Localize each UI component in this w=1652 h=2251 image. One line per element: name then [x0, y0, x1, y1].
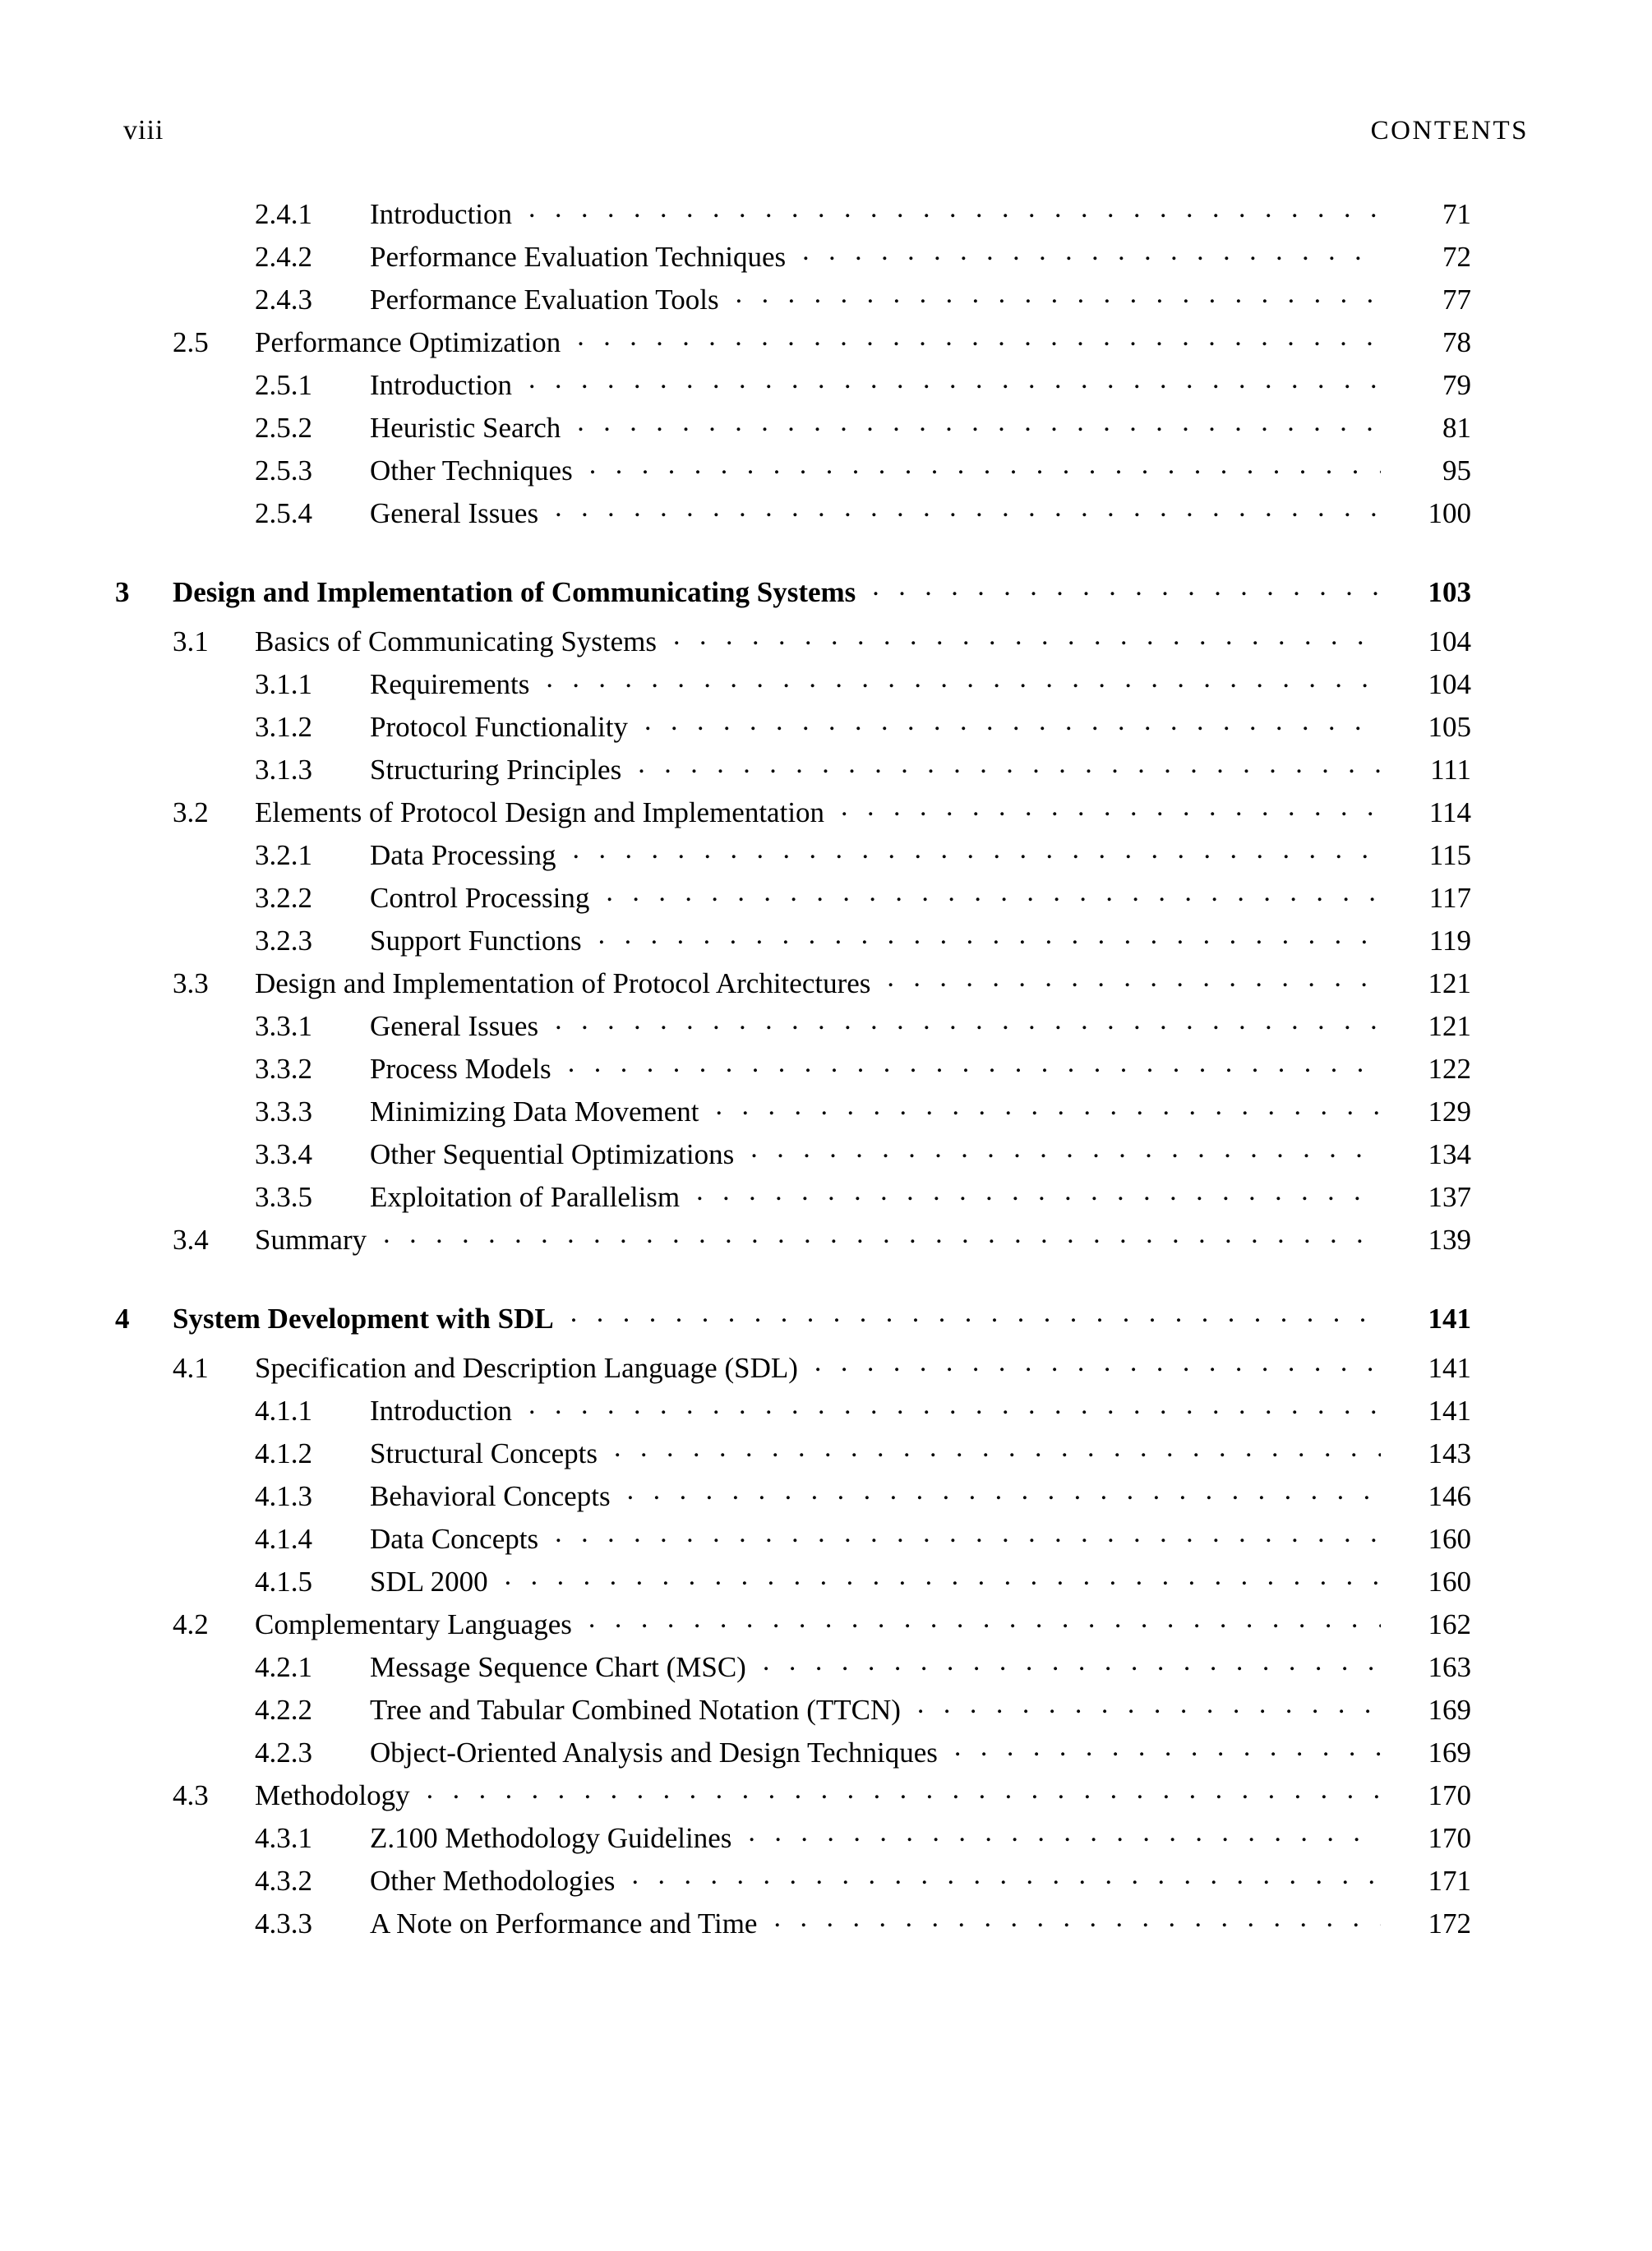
toc-leader-dots: [577, 323, 1381, 352]
toc-entry-page: 104: [1428, 668, 1471, 700]
toc-entry-title: Introduction: [370, 198, 513, 230]
toc-entry-title: Other Sequential Optimizations: [370, 1138, 735, 1170]
toc-entry-number: 2.5: [173, 326, 209, 358]
toc-entry-page: 170: [1428, 1779, 1471, 1811]
toc-leader-dots: [606, 879, 1381, 907]
toc-entry-number: 4.3.3: [255, 1907, 312, 1940]
toc-entry-page: 169: [1428, 1737, 1471, 1769]
toc-entry-title: Z.100 Methodology Guidelines: [370, 1822, 732, 1854]
toc-entry-number: 4.1.2: [255, 1437, 312, 1469]
toc-leader-dots: [887, 964, 1381, 993]
toc-leader-dots: [528, 1391, 1381, 1420]
toc-entry-page: 129: [1428, 1096, 1471, 1128]
running-head: CONTENTS: [1370, 116, 1529, 145]
toc-entry-page: 146: [1428, 1480, 1471, 1512]
toc-leader-dots: [631, 1861, 1381, 1890]
toc-entry-number: 2.4.1: [255, 198, 312, 230]
toc-entry-number: 3.2.3: [255, 925, 312, 957]
toc-entry-title: Behavioral Concepts: [370, 1480, 611, 1512]
toc-entry-title: Design and Implementation of Protocol Architectures: [255, 967, 871, 999]
toc-entry-number: 3.3.5: [255, 1181, 312, 1213]
toc-entry-number: 4.1.3: [255, 1480, 312, 1512]
toc-entry[interactable]: [173, 622, 1471, 665]
toc-entry-title: Structural Concepts: [370, 1437, 598, 1469]
toc-leader-dots: [528, 366, 1381, 394]
toc-leader-dots: [673, 622, 1381, 651]
toc-entry-page: 141: [1428, 1352, 1471, 1384]
toc-entry-title: A Note on Performance and Time: [370, 1907, 758, 1940]
toc-entry-title: Other Methodologies: [370, 1865, 616, 1897]
toc-leader-dots: [505, 1562, 1381, 1591]
toc-entry-page: 143: [1428, 1437, 1471, 1469]
toc-entry-page: 171: [1428, 1865, 1471, 1897]
toc-entry-page: 111: [1430, 754, 1471, 786]
toc-leader-dots: [570, 1299, 1381, 1328]
toc-entry-number: 4.1.5: [255, 1566, 312, 1598]
toc-entry-title: SDL 2000: [370, 1566, 488, 1598]
toc-entry-number: 3.3.1: [255, 1010, 312, 1042]
toc-entry-number: 4: [115, 1303, 130, 1335]
toc-leader-dots: [814, 1349, 1381, 1377]
toc-entry-title: Performance Optimization: [255, 326, 561, 358]
toc-entry-page: 71: [1442, 198, 1471, 230]
toc-entry[interactable]: [173, 323, 1471, 366]
toc-entry[interactable]: [173, 964, 1471, 1007]
toc-entry-title: Methodology: [255, 1779, 410, 1811]
toc-entry-title: Introduction: [370, 1395, 513, 1427]
toc-entry-title: System Development with SDL: [173, 1303, 554, 1335]
toc-entry-number: 4.1.4: [255, 1523, 312, 1555]
toc-entry[interactable]: [255, 708, 1471, 750]
toc-entry-number: 4.2.2: [255, 1694, 312, 1726]
toc-leader-dots: [763, 1648, 1381, 1677]
toc-entry-title: Data Processing: [370, 839, 556, 871]
toc-entry[interactable]: [173, 793, 1471, 836]
toc-entry-number: 3.1.1: [255, 668, 312, 700]
toc-leader-dots: [614, 1434, 1381, 1463]
toc-entry-page: 117: [1428, 882, 1471, 914]
toc-entry-page: 121: [1428, 1010, 1471, 1042]
toc-entry[interactable]: [115, 573, 1471, 622]
toc-entry-number: 2.5.1: [255, 369, 312, 401]
toc-leader-dots: [589, 451, 1381, 480]
toc-entry[interactable]: [255, 280, 1471, 323]
toc-entry[interactable]: [255, 366, 1471, 408]
toc-leader-dots: [577, 408, 1381, 437]
toc-entry[interactable]: [115, 1299, 1471, 1349]
toc-entry-number: 2.5.2: [255, 412, 312, 444]
toc-entry-number: 3.3.2: [255, 1053, 312, 1085]
toc-leader-dots: [715, 1092, 1381, 1121]
toc-leader-dots: [383, 1220, 1381, 1249]
toc-entry-page: 100: [1428, 497, 1471, 529]
toc-entry[interactable]: [255, 665, 1471, 708]
toc-entry-number: 2.5.4: [255, 497, 312, 529]
toc-leader-dots: [917, 1691, 1381, 1719]
toc-entry-number: 3.4: [173, 1224, 209, 1256]
toc-entry[interactable]: [255, 1648, 1471, 1691]
toc-entry-number: 3: [115, 576, 130, 608]
toc-entry-number: 4.3: [173, 1779, 209, 1811]
toc-entry-page: 104: [1428, 625, 1471, 657]
toc-entry[interactable]: [255, 1562, 1471, 1605]
toc-leader-dots: [872, 573, 1381, 602]
toc-entry-title: Tree and Tabular Combined Notation (TTCN): [370, 1694, 901, 1726]
toc-entry[interactable]: [173, 1605, 1471, 1648]
toc-entry-page: 115: [1428, 839, 1471, 871]
toc-entry-title: General Issues: [370, 497, 539, 529]
toc-entry-title: Exploitation of Parallelism: [370, 1181, 681, 1213]
toc-leader-dots: [736, 280, 1381, 309]
toc-entry-page: 103: [1428, 576, 1471, 608]
toc-leader-dots: [568, 1049, 1381, 1078]
toc-entry-title: Specification and Description Language (SDL): [255, 1352, 798, 1384]
toc-leader-dots: [427, 1776, 1381, 1805]
toc-leader-dots: [638, 750, 1381, 779]
toc-entry-title: Minimizing Data Movement: [370, 1096, 699, 1128]
toc-entry-page: 78: [1442, 326, 1471, 358]
toc-entry-title: Requirements: [370, 668, 530, 700]
toc-entry[interactable]: [255, 238, 1471, 280]
toc-entry-number: 3.3.3: [255, 1096, 312, 1128]
toc-entry-title: Object-Oriented Analysis and Design Techniques: [370, 1737, 938, 1769]
page-header: [123, 115, 1529, 146]
toc-entry-title: Complementary Languages: [255, 1608, 572, 1640]
toc-entry-number: 4.1.1: [255, 1395, 312, 1427]
toc-entry-page: 160: [1428, 1566, 1471, 1598]
toc-leader-dots: [588, 1605, 1381, 1634]
toc-leader-dots: [748, 1819, 1381, 1847]
toc-entry-title: Message Sequence Chart (MSC): [370, 1651, 746, 1683]
toc-entry[interactable]: [255, 1904, 1471, 1947]
toc-entry-page: 160: [1428, 1523, 1471, 1555]
toc-entry-title: General Issues: [370, 1010, 539, 1042]
toc-leader-dots: [528, 195, 1381, 224]
toc-entry[interactable]: [173, 1349, 1471, 1391]
toc-entry-number: 2.5.3: [255, 454, 312, 487]
toc-entry-number: 2.4.2: [255, 241, 312, 273]
toc-entry-number: 4.2: [173, 1608, 209, 1640]
toc-entry-page: 170: [1428, 1822, 1471, 1854]
toc-entry[interactable]: [255, 1092, 1471, 1135]
toc-entry-number: 3.1: [173, 625, 209, 657]
toc-leader-dots: [696, 1178, 1381, 1206]
toc-entry-page: 172: [1428, 1907, 1471, 1940]
toc-entry[interactable]: [173, 1220, 1471, 1263]
toc-entry[interactable]: [255, 1477, 1471, 1520]
toc-entry-number: 3.1.3: [255, 754, 312, 786]
toc-leader-dots: [773, 1904, 1381, 1933]
toc-leader-dots: [555, 1520, 1381, 1548]
toc-entry[interactable]: [255, 836, 1471, 879]
toc-entry[interactable]: [255, 1135, 1471, 1178]
toc-entry-title: Performance Evaluation Techniques: [370, 241, 787, 273]
toc-entry-page: 122: [1428, 1053, 1471, 1085]
toc-entry-page: 105: [1428, 711, 1471, 743]
toc-entry-number: 3.3.4: [255, 1138, 312, 1170]
toc-entry[interactable]: [255, 195, 1471, 238]
page-folio: viii: [123, 115, 164, 145]
toc-leader-dots: [644, 708, 1381, 736]
toc-entry[interactable]: [255, 1819, 1471, 1861]
toc-entry-title: Summary: [255, 1224, 367, 1256]
toc-entry-title: Performance Evaluation Tools: [370, 284, 719, 316]
toc-entry-number: 4.2.1: [255, 1651, 312, 1683]
toc-leader-dots: [555, 494, 1381, 523]
toc-entry-page: 95: [1442, 454, 1471, 487]
toc-entry-title: Data Concepts: [370, 1523, 539, 1555]
toc-entry-page: 114: [1428, 796, 1471, 828]
toc-entry-page: 137: [1428, 1181, 1471, 1213]
toc-entry[interactable]: [255, 879, 1471, 921]
toc-entry[interactable]: [255, 1520, 1471, 1562]
toc-entry-number: 4.1: [173, 1352, 209, 1384]
toc-entry-number: 4.3.1: [255, 1822, 312, 1854]
table-of-contents: [115, 195, 1471, 1947]
toc-entry[interactable]: [255, 921, 1471, 964]
toc-entry-title: Control Processing: [370, 882, 590, 914]
toc-leader-dots: [546, 665, 1381, 694]
toc-entry-number: 4.2.3: [255, 1737, 312, 1769]
toc-leader-dots: [598, 921, 1381, 950]
toc-leader-dots: [841, 793, 1381, 822]
toc-entry-title: Other Techniques: [370, 454, 573, 487]
toc-entry-page: 141: [1428, 1303, 1471, 1335]
toc-entry-number: 4.3.2: [255, 1865, 312, 1897]
toc-entry-title: Structuring Principles: [370, 754, 622, 786]
toc-entry-page: 141: [1428, 1395, 1471, 1427]
toc-entry[interactable]: [255, 1178, 1471, 1220]
toc-entry-title: Elements of Protocol Design and Implementation: [255, 796, 825, 828]
toc-entry-page: 169: [1428, 1694, 1471, 1726]
toc-entry-title: Basics of Communicating Systems: [255, 625, 658, 657]
toc-entry-page: 79: [1442, 369, 1471, 401]
toc-entry-page: 162: [1428, 1608, 1471, 1640]
toc-leader-dots: [627, 1477, 1381, 1506]
toc-entry[interactable]: [255, 451, 1471, 494]
toc-entry[interactable]: [255, 1861, 1471, 1904]
toc-entry[interactable]: [255, 1391, 1471, 1434]
toc-leader-dots: [555, 1007, 1381, 1036]
toc-entry-page: 139: [1428, 1224, 1471, 1256]
toc-leader-dots: [954, 1733, 1381, 1762]
toc-entry[interactable]: [255, 1007, 1471, 1049]
toc-entry[interactable]: [255, 1049, 1471, 1092]
toc-entry[interactable]: [255, 1733, 1471, 1776]
toc-leader-dots: [750, 1135, 1381, 1164]
toc-entry-page: 77: [1442, 284, 1471, 316]
toc-entry-page: 119: [1428, 925, 1471, 957]
toc-entry-page: 72: [1442, 241, 1471, 273]
toc-entry-page: 121: [1428, 967, 1471, 999]
toc-leader-dots: [572, 836, 1381, 865]
toc-entry-page: 81: [1442, 412, 1471, 444]
toc-entry[interactable]: [255, 1434, 1471, 1477]
toc-entry-number: 2.4.3: [255, 284, 312, 316]
toc-entry-number: 3.2.1: [255, 839, 312, 871]
toc-entry[interactable]: [255, 1691, 1471, 1733]
toc-entry-title: Design and Implementation of Communicating Systems: [173, 576, 856, 608]
toc-entry-number: 3.2.2: [255, 882, 312, 914]
toc-entry-title: Process Models: [370, 1053, 551, 1085]
toc-entry-number: 3.3: [173, 967, 209, 999]
toc-entry[interactable]: [255, 494, 1471, 537]
toc-leader-dots: [802, 238, 1381, 266]
toc-entry[interactable]: [173, 1776, 1471, 1819]
toc-entry-title: Support Functions: [370, 925, 582, 957]
toc-entry-title: Protocol Functionality: [370, 711, 629, 743]
toc-entry-page: 163: [1428, 1651, 1471, 1683]
toc-entry[interactable]: [255, 408, 1471, 451]
toc-entry-number: 3.2: [173, 796, 209, 828]
toc-entry-title: Heuristic Search: [370, 412, 561, 444]
toc-entry-title: Introduction: [370, 369, 513, 401]
toc-entry-number: 3.1.2: [255, 711, 312, 743]
toc-entry[interactable]: [255, 750, 1471, 793]
toc-entry-page: 134: [1428, 1138, 1471, 1170]
